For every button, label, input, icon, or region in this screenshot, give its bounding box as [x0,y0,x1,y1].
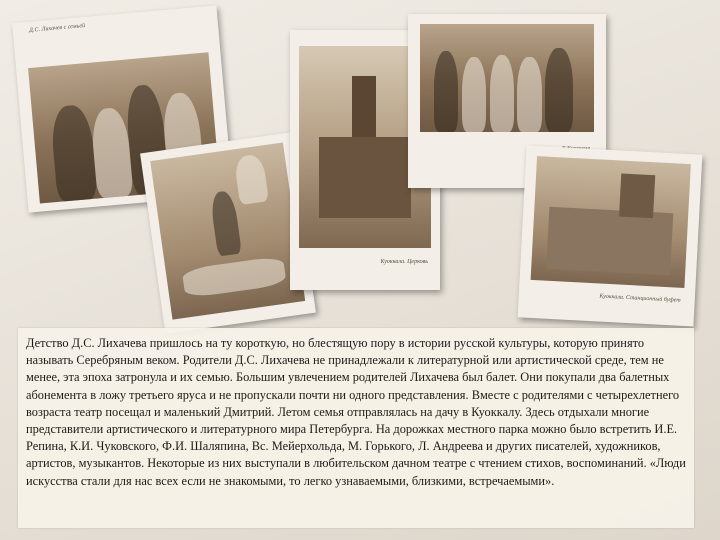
text-panel [18,328,694,528]
building-photo-caption: Куоккала. Станционный буфет [599,294,681,305]
building-photo [518,146,703,327]
church-photo-caption: Куоккала. Церковь [380,258,428,265]
ballet-collage-image [150,143,305,320]
family-photo-caption: Д.С. Лихачев с семьей [28,22,86,34]
body-paragraph: Детство Д.С. Лихачева пришлось на ту короткую, но блестящую пору в истории русской культуры, которую принято называть Серебряным веком. Родители Д.С. Лихачева не принадлежали к литературной или артистической среде, тем не менее, эта эпоха затронула и их семью. Большим увлечением родителей Лихачева был балет. Они покупали два балетных абонемента в ложу третьего яруса и не пропускали почти ни одного представления. Вместе с родителями с четырехлетнего возраста театр посещал и маленький Дмитрий. Летом семья отправлялась на дачу в Куоккалу. Здесь отдыхали многие представители артистического и литературного мира Петербурга. На дорожках местного парка можно было встретить И.Е. Репина, К.И. Чуковского, Ф.И. Шаляпина, Вс. Мейерхольда, М. Горького, Л. Андреева и других писателей, художников, артистов, музыкантов. Некоторые из них выступали в любительском дачном театре с чтением стихов, воспоминаний. «Люди искусства стали для нас всех если не знакомыми, то легко узнаваемыми, близкими, встречаемыми». [26,336,686,488]
building-photo-image [530,156,691,288]
group-photo-image [420,24,594,132]
